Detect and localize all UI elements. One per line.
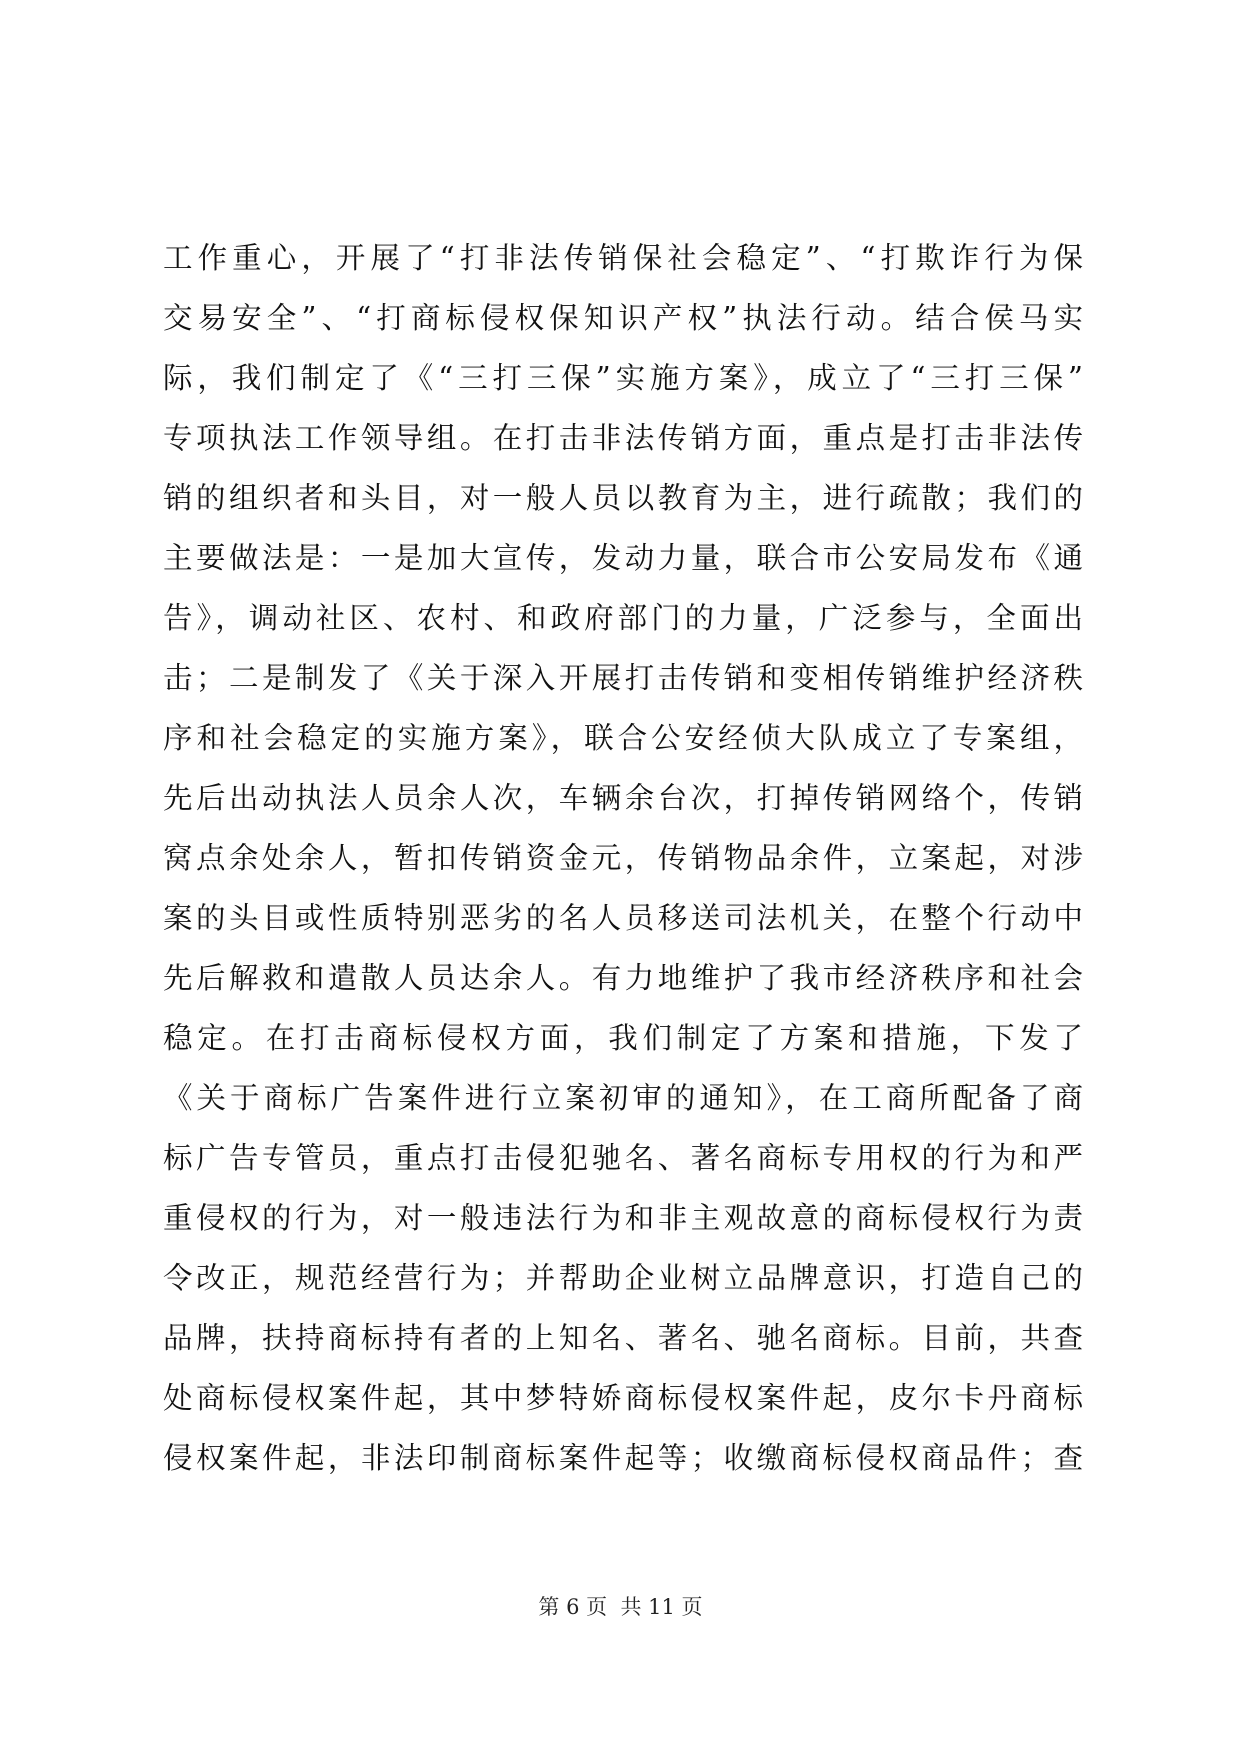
text-line: 交易安全”、“打商标侵权保知识产权”执法行动。结合侯马实 [163,301,1083,335]
text-line: 标广告专管员，重点打击侵犯驰名、著名商标专用权的行为和严 [163,1141,1083,1175]
text-line: 先后出动执法人员余人次，车辆余台次，打掉传销网络个，传销 [163,781,1083,815]
text-line: 稳定。在打击商标侵权方面，我们制定了方案和措施，下发了 [163,1021,1083,1055]
text-line: 重侵权的行为，对一般违法行为和非主观故意的商标侵权行为责 [163,1201,1083,1235]
text-line: 令改正，规范经营行为；并帮助企业树立品牌意识，打造自己的 [163,1261,1083,1295]
text-line: 案的头目或性质特别恶劣的名人员移送司法机关，在整个行动中 [163,901,1083,935]
text-line: 侵权案件起，非法印制商标案件起等；收缴商标侵权商品件；查 [163,1441,1083,1475]
page-number: 第 6 页 共 11 页 [538,1595,703,1619]
text-line: 窝点余处余人，暂扣传销资金元，传销物品余件，立案起，对涉 [163,841,1083,875]
text-line: 先后解救和遣散人员达余人。有力地维护了我市经济秩序和社会 [163,961,1083,995]
text-line: 序和社会稳定的实施方案》，联合公安经侦大队成立了专案组， [163,721,1083,755]
text-line: 际，我们制定了《“三打三保”实施方案》，成立了“三打三保” [163,361,1083,395]
page-footer [0,1592,1241,1622]
text-line: 销的组织者和头目，对一般人员以教育为主，进行疏散；我们的 [163,481,1083,515]
text-line: 专项执法工作领导组。在打击非法传销方面，重点是打击非法传 [163,421,1083,455]
text-line: 品牌，扶持商标持有者的上知名、著名、驰名商标。目前，共查 [163,1321,1083,1355]
text-line: 处商标侵权案件起，其中梦特娇商标侵权案件起，皮尔卡丹商标 [163,1381,1083,1415]
text-line: 击；二是制发了《关于深入开展打击传销和变相传销维护经济秩 [163,661,1083,695]
text-line: 主要做法是：一是加大宣传，发动力量，联合市公安局发布《通 [163,541,1083,575]
text-line: 《关于商标广告案件进行立案初审的通知》，在工商所配备了商 [163,1081,1083,1115]
text-line: 告》，调动社区、农村、和政府部门的力量，广泛参与，全面出 [163,601,1083,635]
body-text [163,228,1083,1488]
text-line: 工作重心，开展了“打非法传销保社会稳定”、“打欺诈行为保 [163,241,1083,275]
